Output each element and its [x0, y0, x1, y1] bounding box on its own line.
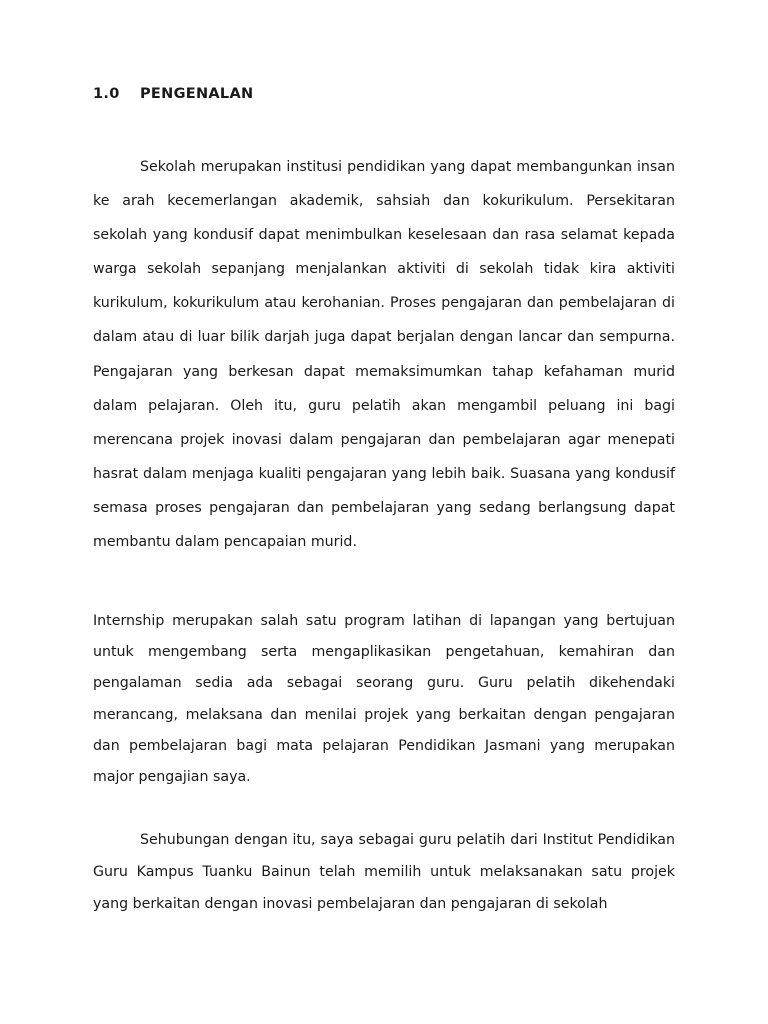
- paragraph-introduction: Sekolah merupakan institusi pendidikan yang dapat membangunkan insan ke arah kecemerlangan akademik, sahsiah dan kokurikulum. Persekitaran sekolah yang kondusif dapat menimbulkan keselesaan dan rasa selamat kepada warga sekolah sepanjang menjalankan aktiviti di sekolah tidak kira aktiviti kurikulum, kokurikulum atau kerohanian. Proses pengajaran dan pembelajaran di dalam atau di luar bilik darjah juga dapat berjalan dengan lancar dan sempurna. Pengajaran yang berkesan dapat memaksimumkan tahap kefahaman murid dalam pelajaran. Oleh itu, guru pelatih akan mengambil peluang ini bagi merencana projek inovasi dalam pengajaran dan pembelajaran agar menepati hasrat dalam menjaga kualiti pengajaran yang lebih baik. Suasana yang kondusif semasa proses pengajaran dan pembelajaran yang sedang berlangsung dapat membantu dalam pencapaian murid.: [93, 159, 675, 551]
- paragraph-project: Sehubungan dengan itu, saya sebagai guru pelatih dari Institut Pendidikan Guru Kampus Tuanku Bainun telah memilih untuk melaksanakan satu projek yang berkaitan dengan inovasi pembelajaran dan pengajaran di sekolah: [93, 832, 675, 912]
- section-heading: [93, 86, 253, 102]
- paragraph-internship: Internship merupakan salah satu program latihan di lapangan yang bertujuan untuk mengembang serta mengaplikasikan pengetahuan, kemahiran dan pengalaman sedia ada sebagai seorang guru. Guru pelatih dikehendaki merancang, melaksana dan menilai projek yang berkaitan dengan pengajaran dan pembelajaran bagi mata pelajaran Pendidikan Jasmani yang merupakan major pengajian saya.: [93, 613, 675, 786]
- section-title: PENGENALAN: [140, 86, 254, 102]
- section-number: 1.0: [93, 86, 120, 102]
